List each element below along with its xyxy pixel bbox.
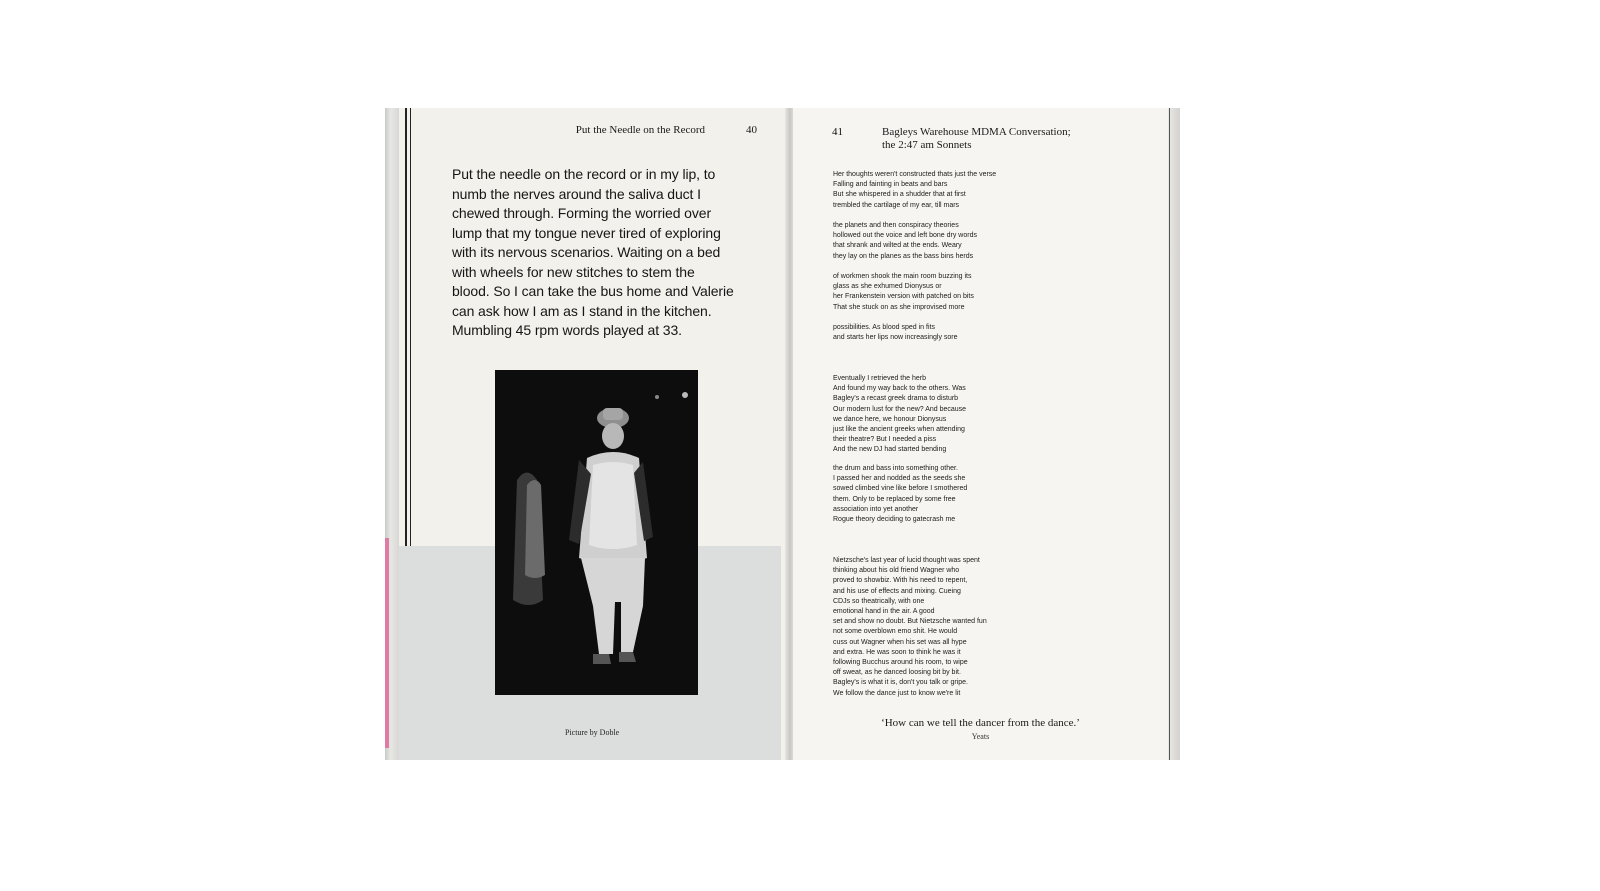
photograph [495,370,698,695]
epigraph-quote: ‘How can we tell the dancer from the dance.’ [881,717,1080,729]
poem-stanza: Nietzsche's last year of lucid thought was spent thinking about his old friend Wagner who proved to showbiz. With his need to repent, and his use of effects and mixing. Cueing CDJs so theatrically, with one emotional hand in the air. A good set and show no doubt. But Nietzsche wanted fun not some overblown emo shit. He would cuss out Wagner when his set was all hype and extra. He was soon to think he was it following Bucchus around his room, to wipe off sweat, as he danced loosing bit by bit. Bagley's is what it is, don't you talk or gripe. We follow the dance just to know we're lit [833,557,987,697]
dancer-photo-illustration [495,370,698,695]
body-paragraph: Put the needle on the record or in my lip, to numb the nerves around the saliva duct I chewed through. Forming the worried over lump that my tongue never tired of exploring with its nervous scenarios. Waiting on a bed with wheels for new stitches to stem the blood. So I can take the bus home and Valerie can ask how I am as I stand in the kitchen. Mumbling 45 rpm words played at 33. [452,166,734,338]
page-number: 41 [832,126,843,138]
poem-stanza: Her thoughts weren't constructed thats just the verse Falling and fainting in beats and bars But she whispered in a shudder that at first trembled the cartilage of my ear, till mars [833,171,997,209]
running-head: Bagleys Warehouse MDMA Conversation; the 2:47 am Sonnets [882,126,1071,151]
poem-stanza: possibilities. As blood sped in fits and starts her lips now increasingly sore [833,324,958,342]
photo-caption: Picture by Doble [565,728,620,737]
left-page [385,108,793,760]
open-book [385,108,1180,760]
epigraph-author: Yeats [971,732,990,741]
poem-stanza: Eventually I retrieved the herb And found my way back to the others. Was Bagley's a recast greek drama to disturb Our modern lust for the new? And because we dance here, we honour Dionysus just like the ancient greeks when attending their theatre? But I needed a piss And the new DJ had started bending [833,375,967,454]
page-number: 40 [746,124,757,136]
poem-stanza: of workmen shook the main room buzzing its glass as she exhumed Dionysus or her Frankenstein version with patched on bits That she stuck on as she improvised more [833,273,974,311]
running-head: Put the Needle on the Record [575,124,705,136]
right-page [793,108,1168,760]
page-edge-color [385,538,389,748]
page-edge-line [1169,108,1170,760]
poem-stanza: the drum and bass into something other. I passed her and nodded as the seeds she sowed climbed vine like before I smothered them. Only to be replaced by some free association into yet another Rogue theory deciding to gatecrash me [833,465,968,524]
poem-stanza: the planets and then conspiracy theories hollowed out the voice and left bone dry words that shrank and wilted at the ends. Weary they lay on the planes as the bass bins herds [833,222,977,260]
